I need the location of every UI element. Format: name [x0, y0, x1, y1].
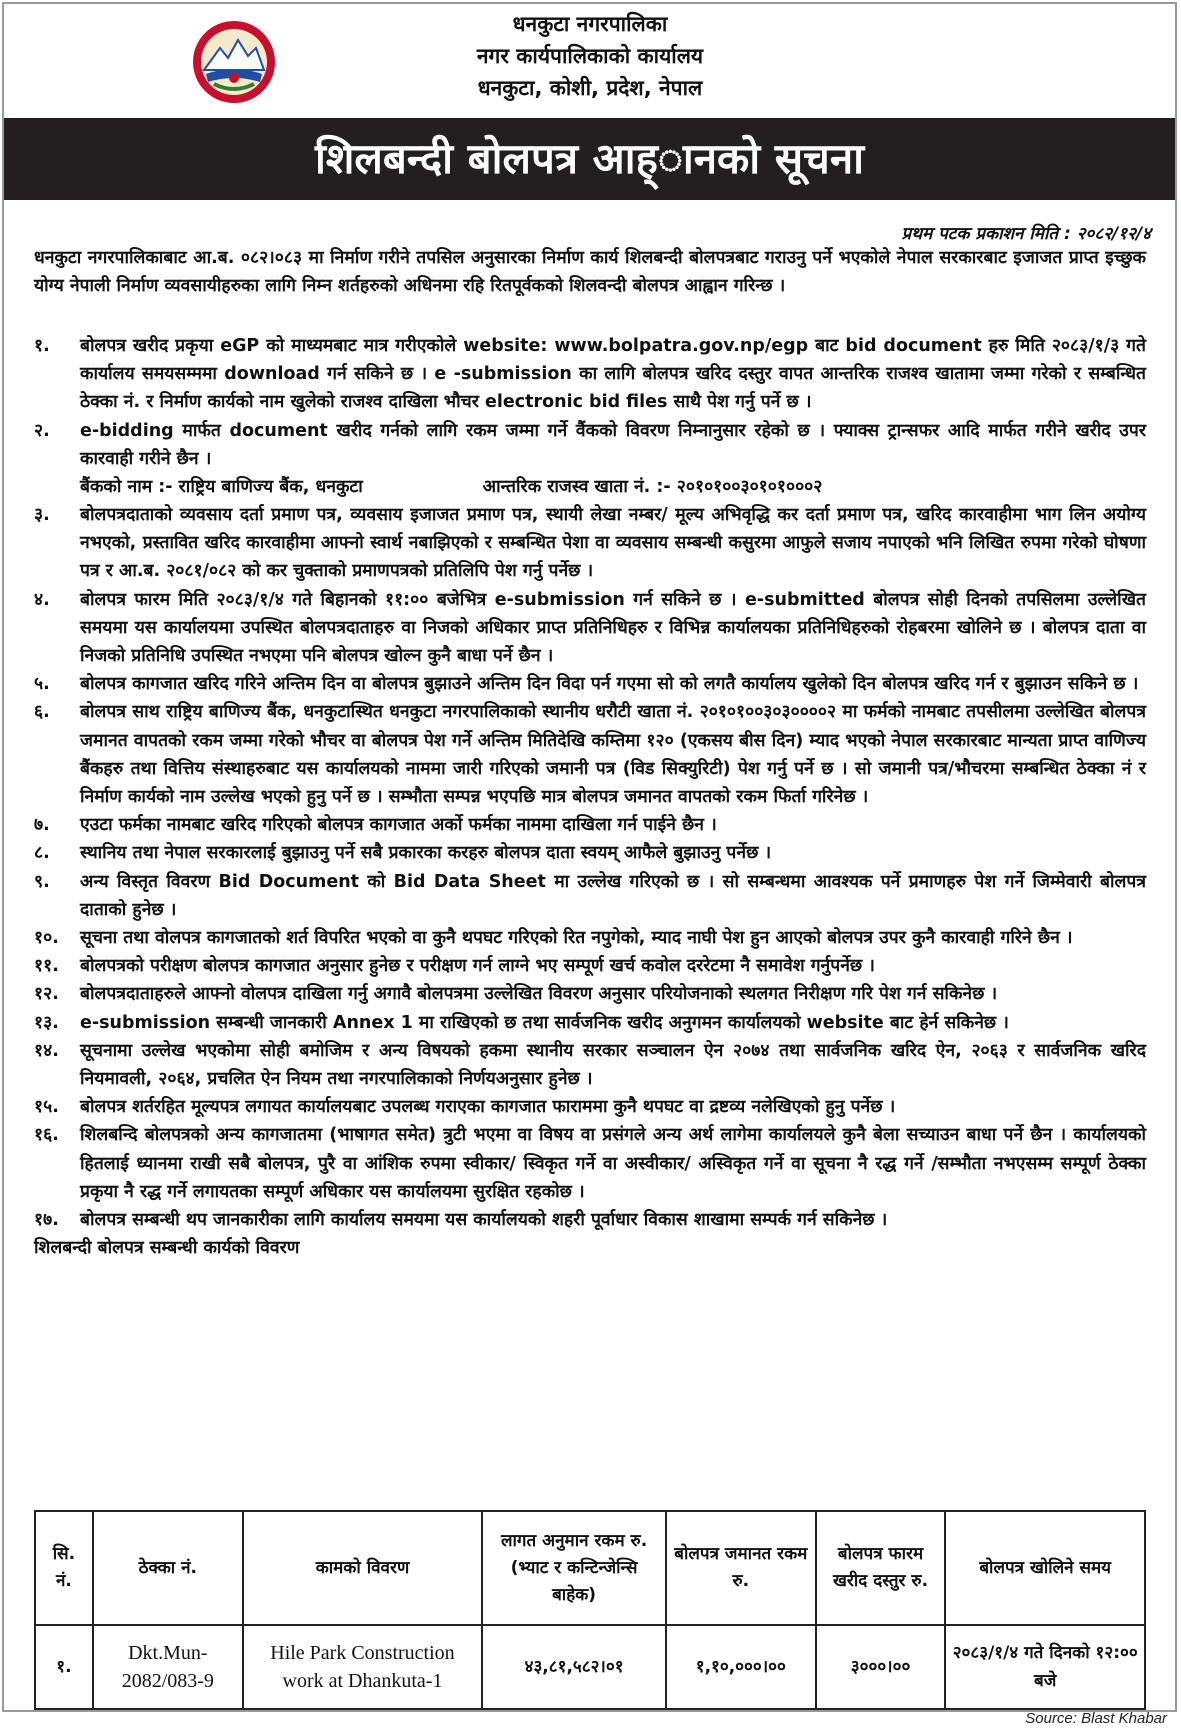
header-bid-security: बोलपत्र जमानत रकम रु. — [666, 1511, 816, 1625]
condition-text: बोलपत्र फारम मिति २०८३/१/४ गते बिहानको ११:०० बजेभित्र e-submission गर्न सकिने छ । e-submitted बोलपत्र सोही दिनको तपसिलमा उल्लेखित समयमा यस कार्यालयमा उपस्थित बोलपत्रदाताहरु वा निजको अधिकार प्राप्त प्रतिनिधिहरु र विभिन्न कार्यालयका प्रतिनिधिहरुको रोहबरमा खोलिने छ । बोलपत्र दाता वा निजको प्रतिनिधि उपस्थित नभएमा पनि बोलपत्र खोल्न कुनै बाधा पर्ने छैन । — [80, 589, 1146, 667]
condition-text: शिलबन्दि बोलपत्रको अन्य कागजातमा (भाषागत समेत) त्रुटी भएमा वा विषय वा प्रसंगले अन्य अर्थ लागेमा कार्यालयले कुनै बेला सच्याउन बाधा पर्ने छैन । कार्यालयको हितलाई ध्यानमा राखी सबै बोलपत्र, पुरै वा आंशिक रुपमा स्वीकार/ स्विकृत गर्ने वा अस्वीकार/ अस्विकृत गर्ने वा सूचना नै रद्ध गर्ने /सम्भौता नभएसम्म सम्पूर्ण ठेक्का प्रकृया नै रद्ध गर्ने लगायतका सम्पूर्ण अधिकार यस कार्यालयमा सुरक्षित रहकोछ । — [80, 1125, 1146, 1202]
header-opening-time: बोलपत्र खोलिने समय — [945, 1511, 1145, 1625]
condition-text: सूचना तथा वोलपत्र कागजातको शर्त विपरित भएको वा कुनै थपघट गरिएको रित नपुगेको, म्याद नाघी पेश हुन आएको बोलपत्र उपर कुनै कारवाही गरिने छैन । — [80, 928, 1073, 949]
condition-item: ६. बोलपत्र साथ राष्ट्रिय बाणिज्य बैंक, धनकुटास्थित धनकुटा नगरपालिकाको स्थानीय धरौटी खाता नं. २०१०१००३०३००००२ मा फर्मको नामबाट तपसीलमा उल्लेखित बोलपत्र जमानत वापतको रकम जम्मा गरेको भौचर वा बोलपत्र पेश गर्ने अन्तिम मितिदेखि कम्तिमा १२० (एकसय बीस दिन) म्याद भएको नेपाल सरकारबाट मान्यता प्राप्त वाणिज्य बैंकहरु तथा वित्तिय संस्थाहरुबाट यस कार्यालयको नाममा जारी गरिएको जमानी पत्र (विड सिक्युरिटी) पेश गर्नु पर्ने छ । सो जमानी पत्र/भौचरमा सम्बन्धित ठेक्का नं र निर्माण कार्यको नाम उल्लेख भएको हुनु पर्ने छ । सम्भौता सम्पन्न भएपछि मात्र बोलपत्र जमानत वापतको रकम फिर्ता गरिनेछ । — [34, 702, 1146, 808]
office-name: नगर कार्यपालिकाको कार्यालय — [476, 44, 704, 68]
condition-item: ११. बोलपत्रको परीक्षण बोलपत्र कागजात अनुसार हुनेछ र परीक्षण गर्न लाग्ने भए सम्पूर्ण खर्च कवोल दररेटमा नै समावेश गर्नुपर्नेछ । — [34, 956, 875, 977]
condition-item: १६. शिलबन्दि बोलपत्रको अन्य कागजातमा (भाषागत समेत) त्रुटी भएमा वा विषय वा प्रसंगले अन्य अर्थ लागेमा कार्यालयले कुनै बेला सच्याउन बाधा पर्ने छैन । कार्यालयको हितलाई ध्यानमा राखी सबै बोलपत्र, पुरै वा आंशिक रुपमा स्वीकार/ स्विकृत गर्ने वा अस्वीकार/ अस्विकृत गर्ने वा सूचना नै रद्ध गर्ने /सम्भौता नभएसम्म सम्पूर्ण ठेक्का प्रकृया नै रद्ध गर्ने लगायतका सम्पूर्ण अधिकार यस कार्यालयमा सुरक्षित रहकोछ । — [34, 1125, 1146, 1202]
condition-text: एउटा फर्मका नामबाट खरिद गरिएको बोलपत्र कागजात अर्को फर्मका नाममा दाखिला गर्न पाईने छैन । — [80, 815, 717, 836]
header-cost-estimate: लागत अनुमान रकम रु. (भ्याट र कन्टिन्जेन्सि बाहेक) — [482, 1511, 666, 1625]
office-address: धनकुटा, कोशी, प्रदेश, नेपाल — [477, 76, 703, 100]
condition-item: १०. सूचना तथा वोलपत्र कागजातको शर्त विपरित भएको वा कुनै थपघट गरिएको रित नपुगेको, म्याद नाघी पेश हुन आएको बोलपत्र उपर कुनै कारवाही गरिने छैन । — [34, 928, 1073, 949]
condition-text: बोलपत्र शर्तरहित मूल्यपत्र लगायत कार्यालयबाट उपलब्ध गराएका कागजात फाराममा कुनै थपघट वा द्रष्टव्य नलेखिएको हुनु पर्नेछ । — [80, 1097, 896, 1118]
condition-item: ३. बोलपत्रदाताको व्यवसाय दर्ता प्रमाण पत्र, व्यवसाय इजाजत प्रमाण पत्र, स्थायी लेखा नम्बर/ मूल्य अभिवृद्धि कर दर्ता प्रमाण पत्र, खरिद कारवाहीमा भाग लिन अयोग्य नभएको, प्रस्तावित खरिद कारवाहीमा आफ्नो स्वार्थ नबाझिएको र सम्बन्धित पेशा वा व्यवसाय सम्बन्धी कसुरमा आफुले सजाय नपाएको भनि लिखित रुपमा गरेको घोषणा पत्र र आ.ब. २०८१/०८२ को कर चुक्ताको प्रमाणपत्रको प्रतिलिपि पेश गर्नु पर्नेछ । — [34, 505, 1146, 582]
bank-name: बैंकको नाम :- राष्ट्रिय बाणिज्य बैंक, धनकुटा — [80, 477, 363, 498]
municipality-name: धनकुटा नगरपालिका — [512, 12, 668, 36]
cell-cost-estimate: ४३,८१,५८२।०१ — [482, 1625, 666, 1709]
condition-text: बोलपत्र खरीद प्रकृया eGP को माध्यमबाट मात्र गरीएकोले website: www.bolpatra.gov.np/egp बाट bid document हरु मिति २०८३/१/३ गते कार्यालय समयसम्ममा download गर्न सकिने छ । e -submission का लागि बोलपत्र खरिद दस्तुर वापत आन्तरिक राजश्व खातामा जम्मा गरेको र सम्बन्धित ठेक्का नं. र निर्माण कार्यको नाम खुलेको राजश्व दाखिला भौचर electronic bid files साथै पेश गर्नु पर्ने छ । — [80, 336, 1146, 413]
condition-item: २. e-bidding मार्फत document खरीद गर्नको लागि रकम जम्मा गर्ने वैंकको विवरण निम्नानुसार रहेको छ । फ्याक्स ट्रान्सफर आदि मार्फत गरीने खरीद उपर कारवाही गरीने छैन । — [34, 420, 1146, 469]
condition-text: अन्य विस्तृत विवरण Bid Document को Bid Data Sheet मा उल्लेख गरिएको छ । सो सम्बन्धमा आवश्यक पर्ने प्रमाणहरु पेश गर्ने जिम्मेवारी बोलपत्र दाताको हुनेछ । — [80, 871, 1146, 920]
office-block — [400, 8, 780, 104]
condition-item: १३. e-submission सम्बन्धी जानकारी Annex 1 मा राखिएको छ तथा सार्वजनिक खरीद अनुगमन कार्यालयको website बाट हेर्न सकिनेछ । — [34, 1012, 1009, 1033]
conditions-list — [34, 332, 1146, 1262]
condition-text: बोलपत्र साथ राष्ट्रिय बाणिज्य बैंक, धनकुटास्थित धनकुटा नगरपालिकाको स्थानीय धरौटी खाता नं. २०१०१००३०३००००२ मा फर्मको नामबाट तपसीलमा उल्लेखित बोलपत्र जमानत वापतको रकम जम्मा गरेको भौचर वा बोलपत्र पेश गर्ने अन्तिम मितिदेखि कम्तिमा १२० (एकसय बीस दिन) म्याद भएको नेपाल सरकारबाट मान्यता प्राप्त वाणिज्य बैंकहरु तथा वित्तिय संस्थाहरुबाट यस कार्यालयको नाममा जारी गरिएको जमानी पत्र (विड सिक्युरिटी) पेश गर्नु पर्ने छ । सो जमानी पत्र/भौचरमा सम्बन्धित ठेक्का नं र निर्माण कार्यको नाम उल्लेख भएको हुनु पर्ने छ । सम्भौता सम्पन्न भएपछि मात्र बोलपत्र जमानत वापतको रकम फिर्ता गरिनेछ । — [80, 702, 1146, 808]
condition-text: सूचनामा उल्लेख भएकोमा सोही बमोजिम र अन्य विषयको हकमा स्थानीय सरकार सञ्चालन ऐन २०७४ तथा सार्वजनिक खरिद ऐन, २०६३ र सार्वजनिक खरिद नियमावली, २०६४, प्रचलित ऐन नियम तथा नगरपालिकाको निर्णयअनुसार हुनेछ । — [80, 1040, 1146, 1090]
condition-item: १५. बोलपत्र शर्तरहित मूल्यपत्र लगायत कार्यालयबाट उपलब्ध गराएका कागजात फाराममा कुनै थपघट वा द्रष्टव्य नलेखिएको हुनु पर्नेछ । — [34, 1097, 896, 1118]
revenue-account: आन्तरिक राजस्व खाता नं. :- २०१०१००३०१०१०००२ — [482, 477, 823, 498]
header-work-description: कामको विवरण — [243, 1511, 483, 1625]
header — [0, 0, 1181, 118]
condition-text: बोलपत्र कागजात खरिद गरिने अन्तिम दिन वा बोलपत्र बुझाउने अन्तिम दिन विदा पर्न गएमा सो को लगतै कार्यालय खुलेको दिन बोलपत्र खरिद गर्न र बुझाउन सकिने छ । — [80, 674, 1139, 695]
condition-item: ८. स्थानिय तथा नेपाल सरकारलाई बुझाउनु पर्ने सबै प्रकारका करहरु बोलपत्र दाता स्वयम् आफैले बुझाउनु पर्नेछ । — [34, 843, 772, 864]
condition-text: बोलपत्रदाताहरुले आफ्नो वोलपत्र दाखिला गर्नु अगावै बोलपत्रमा उल्लेखित विवरण अनुसार परियोजनाको स्थलगत निरीक्षण गरि पेश गर्न सकिनेछ । — [80, 984, 998, 1005]
cell-sn: १. — [35, 1625, 93, 1709]
condition-text: बोलपत्रको परीक्षण बोलपत्र कागजात अनुसार हुनेछ र परीक्षण गर्न लाग्ने भए सम्पूर्ण खर्च कवोल दररेटमा नै समावेश गर्नुपर्नेछ । — [80, 956, 875, 977]
condition-item: १. बोलपत्र खरीद प्रकृया eGP को माध्यमबाट मात्र गरीएकोले website: www.bolpatra.gov.np/egp बाट bid document हरु मिति २०८३/१/३ गते कार्यालय समयसम्ममा download गर्न सकिने छ । e -submission का लागि बोलपत्र खरिद दस्तुर वापत आन्तरिक राजश्व खातामा जम्मा गरेको र सम्बन्धित ठेक्का नं. र निर्माण कार्यको नाम खुलेको राजश्व दाखिला भौचर electronic bid files साथै पेश गर्नु पर्ने छ । — [34, 336, 1146, 413]
cell-form-fee: ३०००।०० — [816, 1625, 946, 1709]
condition-text: e-bidding मार्फत document खरीद गर्नको लागि रकम जम्मा गर्ने वैंकको विवरण निम्नानुसार रहेको छ । फ्याक्स ट्रान्सफर आदि मार्फत गरीने खरीद उपर कारवाही गरीने छैन । — [80, 420, 1146, 469]
cell-opening-time: २०८३/१/४ गते दिनको १२:०० बजे — [945, 1625, 1145, 1709]
condition-item: ४. बोलपत्र फारम मिति २०८३/१/४ गते बिहानको ११:०० बजेभित्र e-submission गर्न सकिने छ । e-submitted बोलपत्र सोही दिनको तपसिलमा उल्लेखित समयमा यस कार्यालयमा उपस्थित बोलपत्रदाताहरु वा निजको अधिकार प्राप्त प्रतिनिधिहरु र विभिन्न कार्यालयका प्रतिनिधिहरुको रोहबरमा खोलिने छ । बोलपत्र दाता वा निजको प्रतिनिधि उपस्थित नभएमा पनि बोलपत्र खोल्न कुनै बाधा पर्ने छैन । — [34, 589, 1146, 667]
table-header-row — [35, 1511, 1145, 1625]
table-caption: शिलबन्दी बोलपत्र सम्बन्धी कार्यको विवरण — [34, 1238, 300, 1259]
header-contract-no: ठेक्का नं. — [93, 1511, 243, 1625]
condition-text: बोलपत्र सम्बन्धी थप जानकारीका लागि कार्यालय समयमा यस कार्यालयको शहरी पूर्वाधार विकास शाखामा सम्पर्क गर्न सकिनेछ । — [80, 1210, 888, 1231]
condition-item: ९. अन्य विस्तृत विवरण Bid Document को Bid Data Sheet मा उल्लेख गरिएको छ । सो सम्बन्धमा आवश्यक पर्ने प्रमाणहरु पेश गर्ने जिम्मेवारी बोलपत्र दाताको हुनेछ । — [34, 871, 1146, 920]
condition-text: e-submission सम्बन्धी जानकारी Annex 1 मा राखिएको छ तथा सार्वजनिक खरीद अनुगमन कार्यालयको website बाट हेर्न सकिनेछ । — [80, 1012, 1009, 1033]
condition-item: ५. बोलपत्र कागजात खरिद गरिने अन्तिम दिन वा बोलपत्र बुझाउने अन्तिम दिन विदा पर्न गएमा सो को लगतै कार्यालय खुलेको दिन बोलपत्र खरिद गर्न र बुझाउन सकिने छ । — [34, 674, 1139, 695]
source-credit: Source: Blast Khabar — [1025, 1710, 1167, 1727]
notice-title: शिलबन्दी बोलपत्र आह्ानको सूचना — [4, 118, 1175, 200]
bank-details — [34, 473, 1146, 501]
publication-date: प्रथम पटक प्रकाशन मिति : २०८२/१२/४ — [901, 224, 1151, 244]
cell-bid-security: १,१०,०००।०० — [666, 1625, 816, 1709]
table-row — [35, 1625, 1145, 1709]
condition-item: ७. एउटा फर्मका नामबाट खरिद गरिएको बोलपत्र कागजात अर्को फर्मका नाममा दाखिला गर्न पाईने छैन । — [34, 815, 717, 836]
bid-details-table — [34, 1510, 1146, 1710]
header-form-fee: बोलपत्र फारम खरीद दस्तुर रु. — [816, 1511, 946, 1625]
nepal-emblem-icon — [190, 18, 278, 106]
cell-contract-no: Dkt.Mun-2082/083-9 — [93, 1625, 243, 1709]
intro-paragraph: धनकुटा नगरपालिकाबाट आ.ब. ०८२।०८३ मा निर्माण गरीने तपसिल अनुसारका निर्माण कार्य शिलबन्दी बोलपत्रबाट गराउनु पर्ने भएकोले नेपाल सरकारबाट इजाजत प्राप्त इच्छुक योग्य नेपाली निर्माण व्यवसायीहरुका लागि निम्न शर्तहरुको अधिनमा रहि रितपूर्वकको शिलवन्दी बोलपत्र आह्वान गरिन्छ । — [34, 248, 1146, 296]
condition-item: १२. बोलपत्रदाताहरुले आफ्नो वोलपत्र दाखिला गर्नु अगावै बोलपत्रमा उल्लेखित विवरण अनुसार परियोजनाको स्थलगत निरीक्षण गरि पेश गर्न सकिनेछ । — [34, 984, 998, 1005]
condition-text: बोलपत्रदाताको व्यवसाय दर्ता प्रमाण पत्र, व्यवसाय इजाजत प्रमाण पत्र, स्थायी लेखा नम्बर/ मूल्य अभिवृद्धि कर दर्ता प्रमाण पत्र, खरिद कारवाहीमा भाग लिन अयोग्य नभएको, प्रस्तावित खरिद कारवाहीमा आफ्नो स्वार्थ नबाझिएको र सम्बन्धित पेशा वा व्यवसाय सम्बन्धी कसुरमा आफुले सजाय नपाएको भनि लिखित रुपमा गरेको घोषणा पत्र र आ.ब. २०८१/०८२ को कर चुक्ताको प्रमाणपत्रको प्रतिलिपि पेश गर्नु पर्नेछ । — [80, 505, 1146, 582]
condition-item: १७. बोलपत्र सम्बन्धी थप जानकारीका लागि कार्यालय समयमा यस कार्यालयको शहरी पूर्वाधार विकास शाखामा सम्पर्क गर्न सकिनेछ । — [34, 1210, 888, 1231]
header-sn: सि. नं. — [35, 1511, 93, 1625]
condition-text: स्थानिय तथा नेपाल सरकारलाई बुझाउनु पर्ने सबै प्रकारका करहरु बोलपत्र दाता स्वयम् आफैले बुझाउनु पर्नेछ । — [80, 843, 772, 864]
condition-item: १४. सूचनामा उल्लेख भएकोमा सोही बमोजिम र अन्य विषयको हकमा स्थानीय सरकार सञ्चालन ऐन २०७४ तथा सार्वजनिक खरिद ऐन, २०६३ र सार्वजनिक खरिद नियमावली, २०६४, प्रचलित ऐन नियम तथा नगरपालिकाको निर्णयअनुसार हुनेछ । — [34, 1040, 1146, 1090]
cell-work-description: Hile Park Construction work at Dhankuta-1 — [243, 1625, 483, 1709]
